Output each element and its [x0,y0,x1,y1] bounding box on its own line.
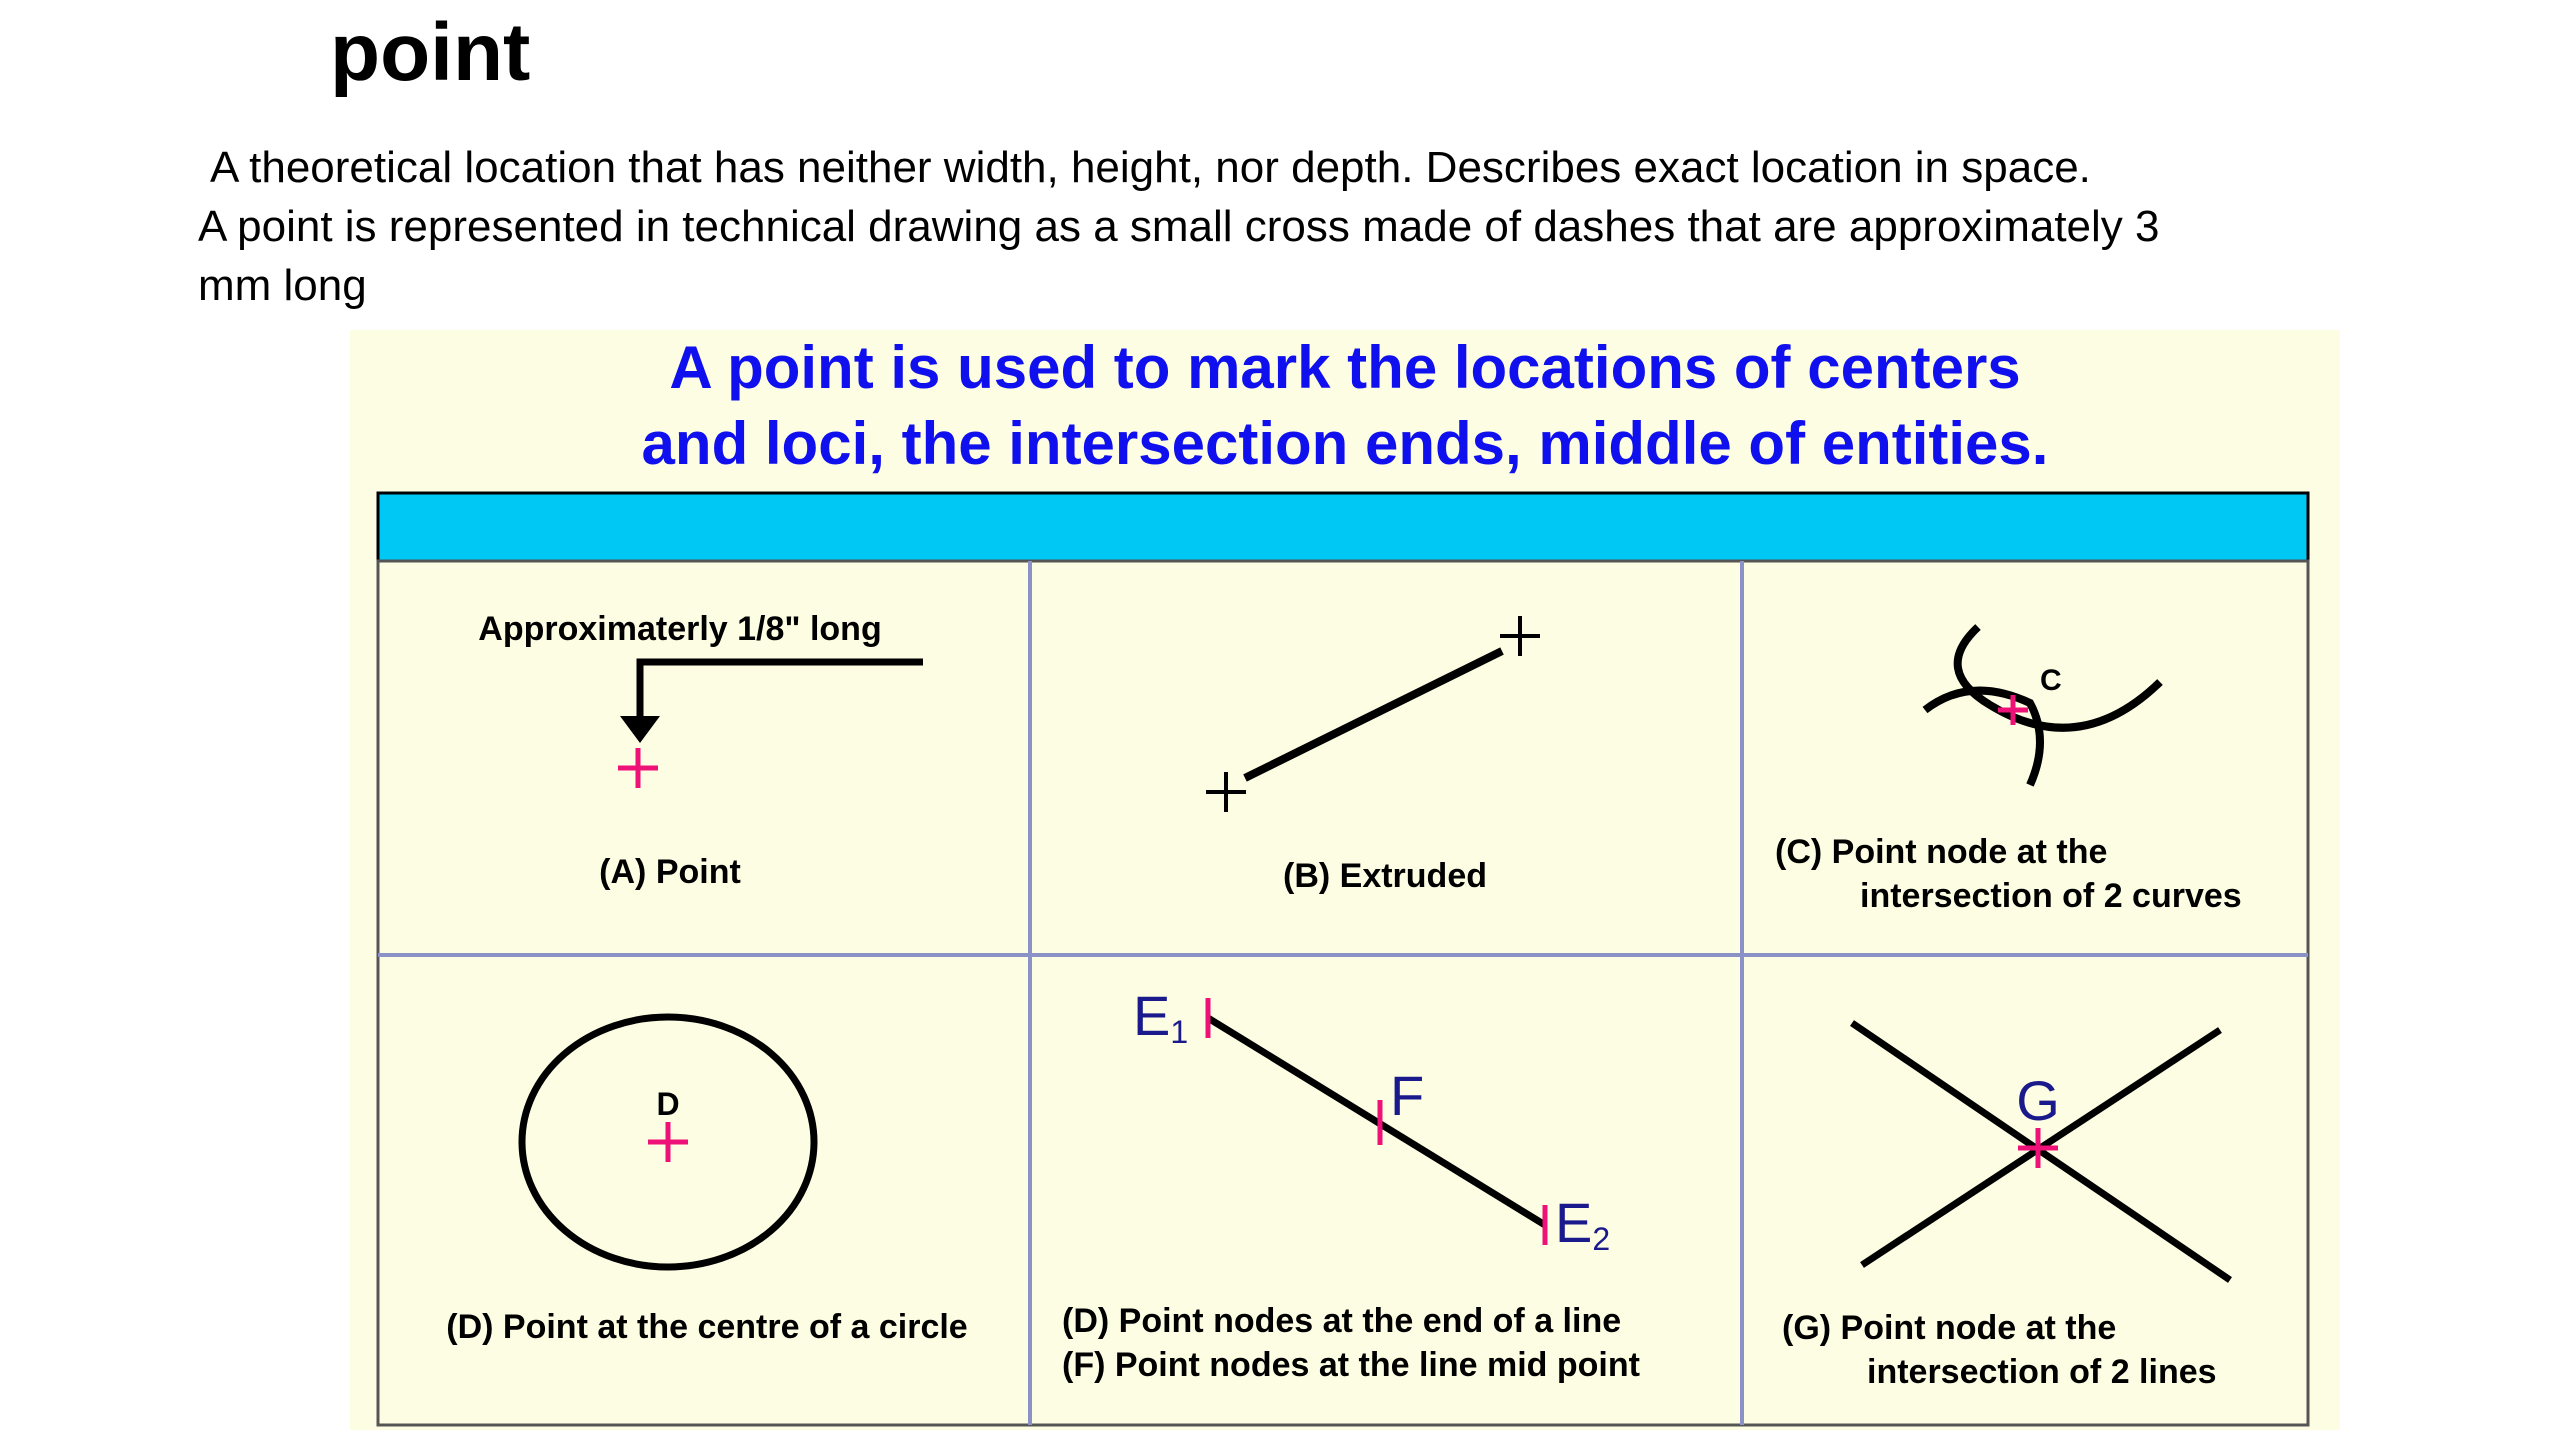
cell-e-caption-line-2: (F) Point nodes at the line mid point [1062,1346,1640,1384]
cell-a-caption: (A) Point [599,853,741,891]
cell-c-letter: C [2040,664,2062,697]
cell-e-caption-line-1: (D) Point nodes at the end of a line [1062,1302,1622,1340]
cell-d-caption: (D) Point at the centre of a circle [446,1308,968,1346]
cell-b [1206,616,1540,895]
cell-d [446,1017,967,1346]
point-diagram [350,330,2340,1430]
label-e2 [1555,1191,1610,1257]
cell-g [1782,1023,2230,1391]
cell-g-letter: G [2016,1069,2060,1132]
figure-panel [350,330,2340,1430]
cell-a-note: Approximaterly 1/8" long [478,610,882,648]
description-line-1: A theoretical location that has neither width, height, nor depth. Describes exact location in space. [210,143,2091,192]
arrow-head-icon [620,716,660,743]
cell-g-caption-line-2: intersection of 2 lines [1867,1353,2217,1391]
cell-a [478,610,923,891]
cell-e [1062,984,1640,1384]
extruded-line [1245,651,1502,778]
label-e2-letter: E [1555,1191,1593,1254]
point-marker-d [648,1122,688,1162]
headline-line-1: A point is used to mark the locations of centers [669,334,2021,401]
cell-c-caption-line-1: (C) Point node at the [1775,833,2108,871]
label-f: F [1390,1064,1425,1127]
dimension-arrow [640,662,923,718]
table-frame [378,561,2308,1425]
point-marker-b-start [1206,772,1246,812]
cell-b-caption: (B) Extruded [1283,857,1487,895]
label-e2-subscript: 2 [1592,1221,1611,1257]
cell-g-caption-line-1: (G) Point node at the [1782,1309,2117,1347]
label-e1-subscript: 1 [1170,1014,1189,1050]
description-line-3: mm long [198,261,367,310]
description [198,138,2498,315]
headline-line-2: and loci, the intersection ends, middle of entities. [641,410,2049,477]
point-marker-a [618,748,658,788]
table-header-bar [378,493,2308,561]
segment-line [1208,1018,1545,1225]
page-title: point [330,7,531,98]
label-e1-letter: E [1133,984,1171,1047]
cell-d-letter: D [656,1086,680,1122]
cell-c-caption-line-2: intersection of 2 curves [1860,877,2242,915]
point-marker-b-end [1500,616,1540,656]
label-e1 [1133,984,1188,1050]
cell-c [1775,627,2242,915]
description-line-2: A point is represented in technical drawing as a small cross made of dashes that are approximately 3 [198,202,2160,251]
